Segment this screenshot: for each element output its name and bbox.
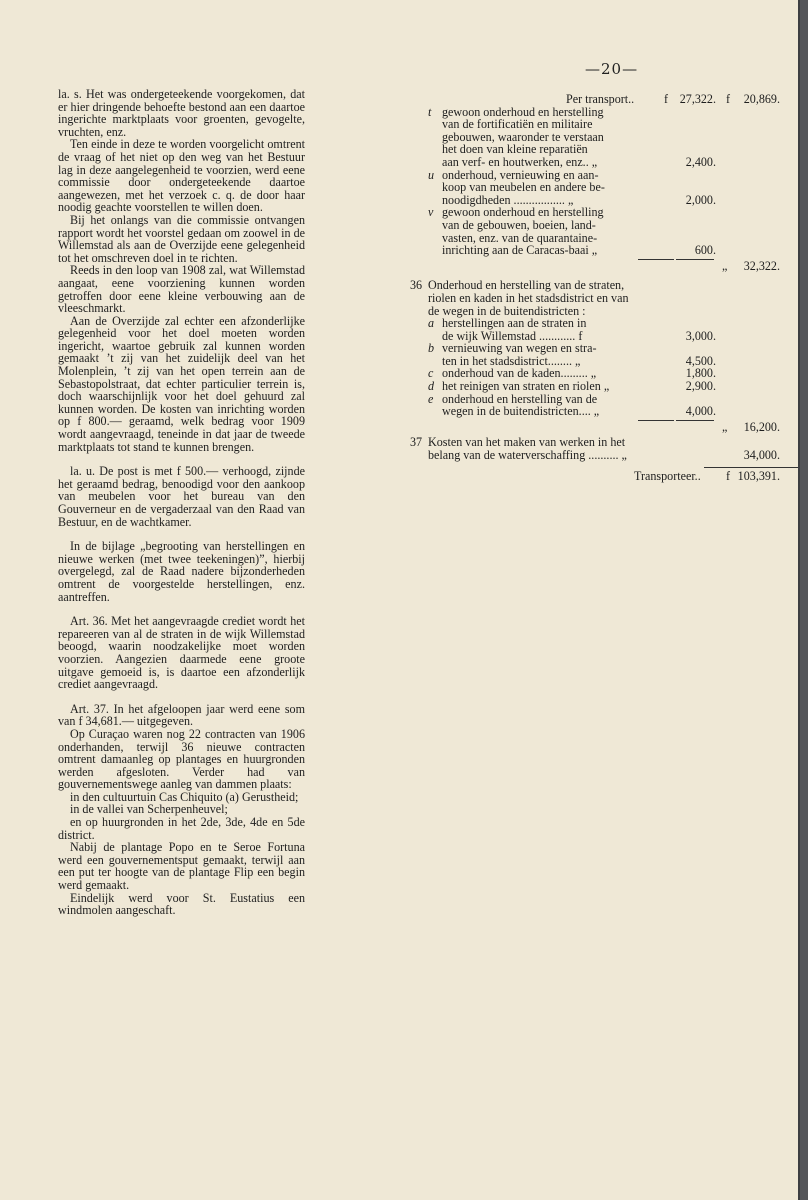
ledger-amount: 4,500. [685,353,716,368]
paragraph: Art. 36. Met het aangevraagde crediet wordt het repareeren van al de straten in de wijk Willemstad beoogd, waarin noodzakelijke moet worden voorzien. Aangezien daarmede eene groote uitgave gemoeid is, is daartoe een afzonderlijk crediet aangevraagd. [58,614,305,692]
ledger-text: ten in het stadsdistrict........ „ [442,353,581,368]
ledger-text: koop van meubelen en andere be- [442,180,605,195]
budget-table [410,92,786,483]
ledger-amount: 3,000. [685,328,716,343]
art36-line-1: Onderhoud en herstelling van de straten, [428,278,625,293]
art36-line-3: de wegen in de buitendistricten : [428,303,586,318]
ledger-row [428,380,786,393]
subtotal-rule-2b [676,420,714,421]
ledger-text: van de gebouwen, boeien, land- [442,217,596,232]
paragraph: la. s. Het was ondergeteekende voorgekomen, dat er hier dringende behoefte bestond aan een daartoe ingerichte marktplaats voor groenten, gevogelte, vruchten, enz. [58,87,305,139]
paragraph: In de bijlage „begrooting van herstellingen en nieuwe werken (met twee teekeningen)”, hierbij overgelegd, zal de Raad nadere bijzonderheden omtrent de voorgestelde herstellingen, enz. aantreffen. [58,539,305,604]
transport-in-currency-2: f [726,92,731,106]
subtotal-quote-1: „ [722,258,728,273]
section-t-v-rows [428,106,786,257]
ledger-text: onderhoud, vernieuwing en aan- [442,167,599,182]
transport-out-value: 103,391. [737,468,780,483]
ledger-subletter: d [428,379,435,394]
ledger-text: vernieuwing van wegen en stra- [442,341,597,356]
ledger-amount: 1,800. [685,366,716,381]
paragraph: Eindelijk werd voor St. Eustatius een windmolen aangeschaft. [58,890,305,918]
transport-in-value-1: 27,322. [679,92,716,106]
ledger-subletter: v [428,205,434,220]
page-number: —20— [585,60,639,78]
transport-out-label: Transporteer.. [634,468,701,483]
ledger-amount: 2,900. [685,379,716,394]
ledger-text: gewoon onderhoud en herstelling [442,104,604,119]
ledger-text: van de fortificatiën en militaire [442,117,593,132]
left-column-text [58,88,305,917]
ledger-amount: 4,000. [685,404,716,419]
ledger-subletter: e [428,391,434,406]
art36-line-2: riolen en kaden in het stadsdistrict en van [428,290,629,305]
ledger-text: de wijk Willemstad ............ f [442,328,583,343]
ledger-amount: 2,400. [685,154,716,169]
section-a-e-rows [428,317,786,418]
ledger-row [428,342,786,355]
final-rule [704,467,798,468]
ledger-row [428,219,786,232]
paragraph: la. u. De post is met f 500.— verhoogd, zijnde het geraamd bedrag, benoodigd voor den aankoop van meubelen voor het bureau van den Gouverneur en de vergaderzaal van den Raad van Bestuur, en de wachtkamer. [58,464,305,529]
ledger-subletter: a [428,316,435,331]
ledger-subletter: u [428,167,435,182]
paragraph: Nabij de plantage Popo en te Seroe Fortuna werd een gouvernementsput gemaakt, terwijl aan een put ter hoogte van de plantage Flip een begin werd gemaakt. [58,840,305,893]
ledger-text: gebouwen, waaronder te verstaan [442,129,604,144]
ledger-row [428,317,786,330]
paragraph: en op huurgronden in het 2de, 3de, 4de en 5de district. [58,815,305,842]
ledger-text: inrichting aan de Caracas-baai „ [442,243,598,258]
transport-in-value-2: 20,869. [743,92,780,106]
art37-line-1: Kosten van het maken van werken in het [428,435,626,450]
ledger-subletter: b [428,341,435,356]
subtotal-row-2 [428,418,786,434]
art37-line-2: belang van de waterverschaffing .......... „ [428,448,627,463]
subtotal-row-1 [428,257,786,273]
transport-in-row [428,93,786,106]
paragraph: Reeds in den loop van 1908 zal, wat Willemstad aangaat, eene voorziening kunnen worden getroffen door eene kleine verbouwing aan de vleeschmarkt. [58,263,305,316]
subtotal-rule-1b [676,259,714,260]
transport-in-label: Per transport.. [566,92,635,106]
ledger-text: onderhoud van de kaden......... „ [442,366,597,381]
art37-row-2 [428,449,786,462]
art37-number: 37 [410,435,423,450]
subtotal-quote-2: „ [722,419,728,434]
transport-out-row [428,470,786,483]
ledger-text: wegen in de buitendistricten.... „ [442,404,600,419]
paragraph: Art. 37. In het afgeloopen jaar werd eene som van f 34,681.— uitgegeven. [58,701,305,729]
ledger-text: het doen van kleine reparatiën [442,142,588,157]
ledger-row [428,156,786,169]
art36-number: 36 [410,278,423,293]
paragraph: in den cultuurtuin Cas Chiquito (a) Gerustheid; [70,789,299,804]
ledger-row [428,244,786,257]
ledger-text: vasten, enz. van de quarantaine- [442,230,598,245]
ledger-row [428,118,786,131]
subtotal-rule-1a [638,259,674,260]
art36-heading-row-2 [428,292,786,305]
paragraph: Op Curaçao waren nog 22 contracten van 1906 onderhanden, terwijl 36 nieuwe contracten omtrent damaanleg op plantages en huurgronden werden afgesloten. Verder had van gouvernementswege aanleg van dammen plaats: [58,726,305,792]
ledger-subletter: t [428,104,432,119]
subtotal-value-1: 32,322. [743,258,780,273]
ledger-amount: 600. [694,243,716,258]
paragraph: Ten einde in deze te worden voorgelicht omtrent de vraag of het niet op den weg van het Bestuur lag in deze aangelegenheid te voorzien, werd eene commissie door ondergeteekende daartoe aangewezen, met het verzoek c. q. de door haar noodig geachte voorstellen te willen doen. [58,137,305,215]
ledger-amount: 2,000. [685,192,716,207]
paragraph: in de vallei van Scherpenheuvel; [70,802,228,817]
ledger-row [428,181,786,194]
ledger-text: herstellingen aan de straten in [442,316,587,331]
subtotal-value-2: 16,200. [743,419,780,434]
paragraph: Aan de Overzijde zal echter een afzonderlijke gelegenheid voor het doel moeten worden ingericht, waartoe gebruik zal kunnen worden gemaakt ’t zij van het zuidelijk deel van het Molenplein, ’t zij van het open terrein aan de Sebastopolstraat, dat echter particulier terrein is, doch waarschijnlijk voor het doel gehuurd zal kunnen worden. De kosten van inrichting worden op f 800.— geraamd, welk bedrag voor 1909 wordt aangevraagd, teneinde in dat jaar de tweede marktplaats tot stand te kunnen brengen. [58,313,305,454]
art37-value: 34,000. [743,448,780,463]
transport-in-currency-1: f [664,92,669,106]
ledger-text: gewoon onderhoud en herstelling [442,205,604,220]
transport-out-currency: f [726,468,731,483]
ledger-text: het reinigen van straten en riolen „ [442,379,610,394]
ledger-text: aan verf- en houtwerken, enz.. „ [442,154,598,169]
ledger-row [428,405,786,418]
paragraph: Bij het onlangs van die commissie ontvangen rapport wordt het voorstel gedaan om zoowel in de Willemstad als aan de Overzijde eene gelegenheid tot het omschreven doel in te richten. [58,212,305,265]
ledger-subletter: c [428,366,434,381]
ledger-text: noodigdheden ................. „ [442,192,574,207]
final-rule-row [428,462,786,470]
ledger-text: onderhoud en herstelling van de [442,391,598,406]
subtotal-rule-2a [638,420,674,421]
